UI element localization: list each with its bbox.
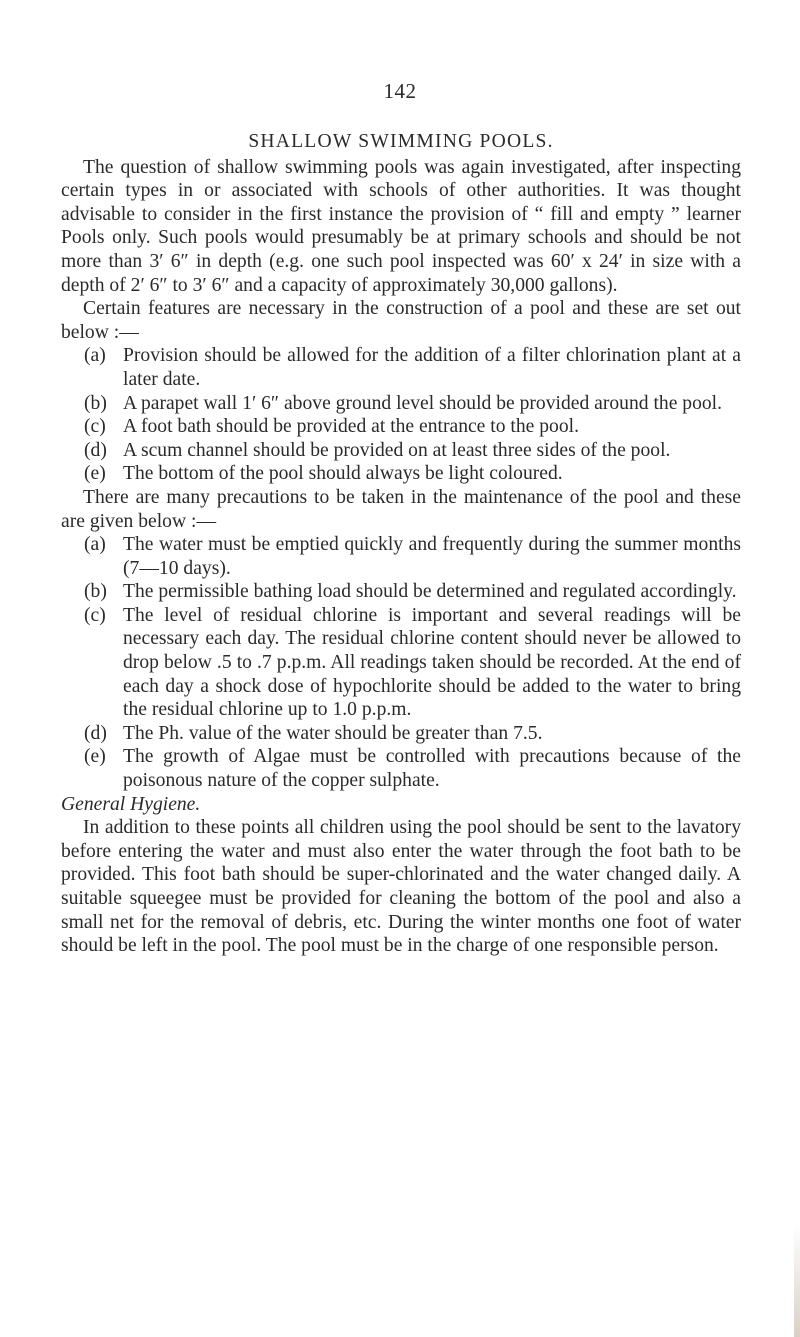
list-item — [61, 462, 741, 486]
page-edge-shadow — [794, 1225, 800, 1337]
list-marker: (d) — [84, 439, 107, 461]
list-item — [61, 580, 741, 604]
list-item-text: A foot bath should be provided at the entrance to the pool. — [123, 416, 579, 438]
hygiene-paragraph: In addition to these points all children using the pool should be sent to the lavatory before entering the water and must also enter the water through the foot bath to be provided. This foot bath should be super-chlorinated and the water changed daily. A suitable squeegee must be provided for cleaning the bottom of the pool and also a small net for the removal of debris, etc. During the winter months one foot of water should be left in the pool. The pool must be in the charge of one responsible person. — [61, 817, 741, 957]
list-marker: (e) — [84, 746, 106, 768]
maintenance-list — [61, 533, 741, 793]
list-item-text: The water must be emptied quickly and frequently during the summer months (7—10 days). — [123, 534, 741, 579]
list-item — [61, 604, 741, 722]
list-item-text: The bottom of the pool should always be light coloured. — [123, 463, 563, 485]
list-item — [61, 415, 741, 439]
list-item-text: The permissible bathing load should be determined and regulated accordingly. — [123, 581, 737, 603]
construction-list — [61, 344, 741, 486]
list-marker: (a) — [84, 345, 106, 367]
section-heading: SHALLOW SWIMMING POOLS. — [248, 131, 554, 152]
list-item — [61, 533, 741, 580]
list-marker: (b) — [84, 581, 107, 603]
list-item-text: The Ph. value of the water should be greater than 7.5. — [123, 722, 543, 744]
list-marker: (b) — [84, 392, 107, 414]
maintenance-intro: There are many precautions to be taken in the maintenance of the pool and these are given below :— — [61, 486, 741, 532]
list-item-text: The growth of Algae must be controlled with precautions because of the poisonous nature of the copper sulphate. — [123, 746, 741, 792]
list-item — [61, 745, 741, 792]
list-marker: (c) — [84, 604, 106, 626]
construction-intro: Certain features are necessary in the construction of a pool and these are set out below :— — [61, 298, 741, 343]
list-marker: (a) — [84, 534, 106, 556]
list-item — [61, 439, 741, 463]
list-item — [61, 392, 741, 416]
list-item — [61, 722, 741, 746]
list-marker: (d) — [84, 722, 107, 744]
list-item-text: The level of residual chlorine is important and several readings will be necessary each day. The residual chlorine content should never be allowed to drop below .5 to .7 p.p.m. All readings taken should be recorded. At the end of each day a shock dose of hypochlorite should be added to the water to bring the residual chlorine up to 1.0 p.p.m. — [123, 604, 741, 721]
document-body — [61, 130, 741, 958]
list-marker: (c) — [84, 416, 106, 438]
page-number: 142 — [383, 79, 417, 103]
intro-paragraph: The question of shallow swimming pools was again investigated, after inspecting certain types in or associated with schools of other authorities. It was thought advisable to consider in the first instance the provision of “ fill and empty ” learner Pools only. Such pools would presumably be at primary schools and should be not more than 3′ 6″ in depth (e.g. one such pool inspected was 60′ x 24′ in size with a depth of 2′ 6″ to 3′ 6″ and a capacity of approximately 30,000 gallons). — [61, 156, 741, 296]
list-marker: (e) — [84, 463, 106, 485]
list-item — [61, 344, 741, 391]
list-item-text: A parapet wall 1′ 6″ above ground level should be provided around the pool. — [123, 392, 723, 414]
hygiene-subheading: General Hygiene. — [61, 793, 201, 815]
list-item-text: A scum channel should be provided on at least three sides of the pool. — [123, 439, 671, 461]
list-item-text: Provision should be allowed for the addition of a filter chlorination plant at a later date. — [123, 345, 741, 390]
